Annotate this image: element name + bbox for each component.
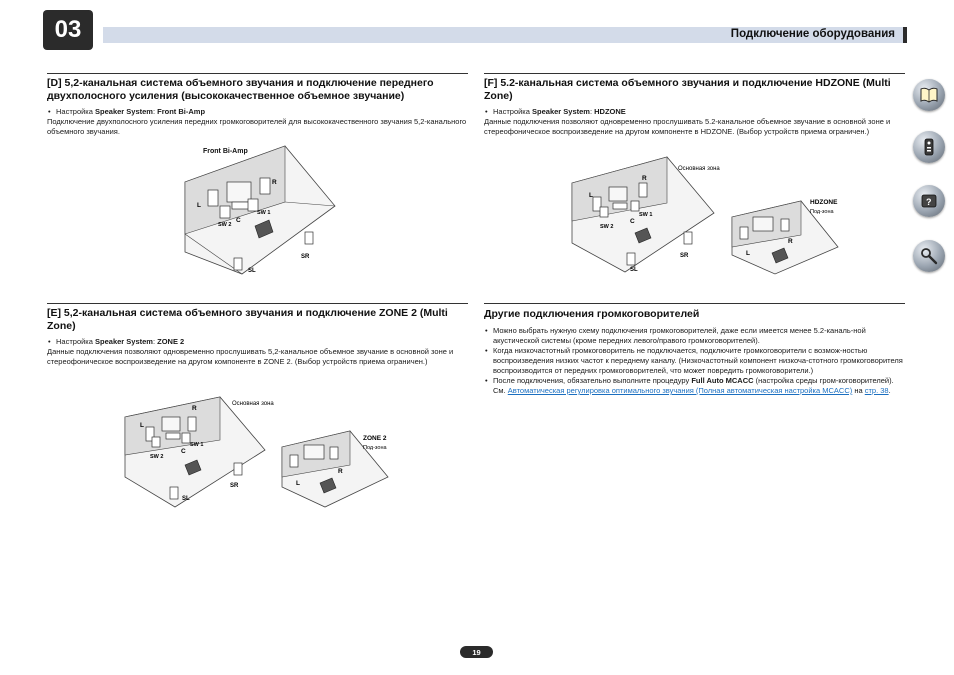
subzone-speaker-left — [740, 227, 748, 239]
zone-label: HDZONE — [810, 199, 838, 206]
svg-text:C: C — [181, 448, 186, 455]
tv — [227, 182, 251, 202]
subzone-tv — [753, 217, 773, 231]
speaker-surround-right — [234, 463, 242, 475]
speaker-surround-left — [170, 487, 178, 499]
section-d-body: Подключение двухполосного усиления передних громкоговорителей для высококачественного звучания 5,2-канального объемного звучания. — [47, 117, 467, 137]
svg-text:SW 2: SW 2 — [218, 222, 232, 228]
svg-text:R: R — [788, 238, 793, 245]
subzone-speaker-left — [290, 455, 298, 467]
speaker-surround-right — [305, 232, 313, 244]
svg-text:L: L — [296, 480, 300, 487]
svg-text:SL: SL — [630, 267, 638, 273]
diagram-front-biamp — [180, 144, 340, 279]
svg-text:SW 1: SW 1 — [639, 212, 653, 218]
main-zone-label: Основная зона — [678, 166, 720, 172]
divider — [47, 73, 468, 74]
section-e-setting: • Настройка Speaker System: ZONE 2 — [47, 337, 468, 347]
svg-text:R: R — [642, 175, 647, 182]
divider — [47, 303, 468, 304]
svg-text:C: C — [236, 217, 241, 224]
page-38-link[interactable]: стр. 38 — [864, 386, 889, 395]
zone-label: ZONE 2 — [363, 435, 387, 442]
svg-text:SW 2: SW 2 — [150, 454, 164, 460]
svg-text:SW 2: SW 2 — [600, 224, 614, 230]
subzone-speaker-right — [330, 447, 338, 459]
section-d — [47, 73, 468, 138]
subzone-tv — [304, 445, 324, 459]
page-number: 19 — [460, 646, 493, 658]
svg-text:SW 1: SW 1 — [257, 210, 271, 216]
speaker-surround-right — [684, 232, 692, 244]
speaker-front-right — [639, 183, 647, 197]
sub-zone-label: Под-зона — [363, 445, 387, 451]
main-zone-label: Основная зона — [232, 401, 274, 407]
section-other-title: Другие подключения громкоговорителей — [484, 308, 700, 320]
speaker-surround-left — [627, 253, 635, 265]
speaker-center — [613, 203, 627, 209]
book-icon[interactable] — [913, 79, 945, 111]
divider — [484, 303, 905, 304]
tools-icon[interactable] — [913, 240, 945, 272]
section-f-setting: • Настройка Speaker System: HDZONE — [484, 107, 905, 117]
svg-text:C: C — [630, 218, 635, 225]
svg-text:SR: SR — [680, 253, 689, 259]
svg-text:L: L — [589, 192, 593, 199]
speaker-front-right — [188, 417, 196, 431]
svg-text:SL: SL — [182, 496, 190, 502]
chapter-badge: 03 — [43, 10, 93, 50]
sub-zone-label: Под-зона — [810, 209, 834, 215]
subwoofer-2 — [600, 207, 608, 217]
svg-text:L: L — [197, 202, 201, 209]
speaker-front-left — [208, 190, 218, 206]
subwoofer-1 — [631, 201, 639, 211]
section-f — [484, 73, 905, 138]
other-bullet-1: • Можно выбрать нужную схему подключения громкоговорителей, даже если имеется менее 5.2-каналь-ной акустической системы (кроме передних левого/правого громкоговорителей). — [484, 326, 905, 346]
section-f-title: [F] 5.2-канальная система объемного звучания и подключение HDZONE (Multi Zone) — [484, 77, 891, 102]
svg-text:SR: SR — [230, 483, 239, 489]
speaker-surround-left — [234, 258, 242, 270]
section-e — [47, 303, 468, 368]
section-d-setting: • Настройка Speaker System: Front Bi-Amp — [47, 107, 468, 117]
remote-icon[interactable] — [913, 131, 945, 163]
svg-text:L: L — [746, 250, 750, 257]
section-other — [484, 303, 905, 396]
diagram-caption: Front Bi-Amp — [203, 148, 248, 155]
mcacc-link[interactable]: Автоматическая регулировка оптимального звучания (Полная автоматическая настройка MCACC) — [507, 386, 853, 395]
diagram-zone2 — [120, 395, 400, 510]
svg-text:L: L — [140, 422, 144, 429]
divider — [484, 73, 905, 74]
subwoofer-2 — [152, 437, 160, 447]
header-bar — [103, 27, 907, 43]
tv — [162, 417, 180, 431]
svg-text:R: R — [192, 405, 197, 412]
section-d-title: [D] 5,2-канальная система объемного звучания и подключение переднего двухполосного усиления (высококачественное объемное звучание) — [47, 77, 434, 102]
subzone-speaker-right — [781, 219, 789, 231]
svg-text:SR: SR — [301, 254, 310, 260]
svg-text:R: R — [272, 179, 277, 186]
subwoofer-2 — [220, 206, 230, 218]
other-bullet-2: • Когда низкочастотный громкоговоритель не подключается, подключите громкоговорители с возмож-ностью воспроизведения низких частот к переднему каналу. (Низкочастотный компонент низкоча-стотного громкоговорителя воспроизводится от передних громкоговорителей, что может повредить громкоговорители.) — [484, 346, 905, 376]
faq-icon[interactable] — [913, 185, 945, 217]
speaker-center — [232, 202, 250, 209]
section-e-title: [E] 5,2-канальная система объемного звучания и подключение ZONE 2 (Multi Zone) — [47, 307, 448, 332]
tv — [609, 187, 627, 201]
section-e-body: Данные подключения позволяют одновременно прослушивать 5,2-канальное объемное звучание в основной зоне и стереофоническое воспроизведение на другом компоненте в ZONE 2. (Выбор устройств приема ограничен.) — [47, 347, 454, 367]
speaker-center — [166, 433, 180, 439]
other-bullet-3: • После подключения, обязательно выполните процедуру Full Auto MCACC (настройка среды гром-коговорителей). См. Автоматическая регулировка оптимального звучания (Полная автоматическая настройка MCACC) на стр. 38. — [484, 376, 905, 396]
svg-text:SW 1: SW 1 — [190, 442, 204, 448]
svg-text:SL: SL — [248, 268, 256, 274]
speaker-front-right — [260, 178, 270, 194]
page-title: Подключение оборудования — [730, 28, 895, 40]
diagram-hdzone — [567, 155, 852, 275]
svg-text:?: ? — [926, 197, 932, 207]
section-f-body: Данные подключения позволяют одновременно прослушивать 5.2-канальное объемное звучание в основной зоне и стереофоническое воспроизведение на другом компоненте в HDZONE. (Выбор устройств приема ограничен.) — [484, 117, 891, 137]
subwoofer-1 — [182, 433, 190, 443]
svg-text:R: R — [338, 468, 343, 475]
